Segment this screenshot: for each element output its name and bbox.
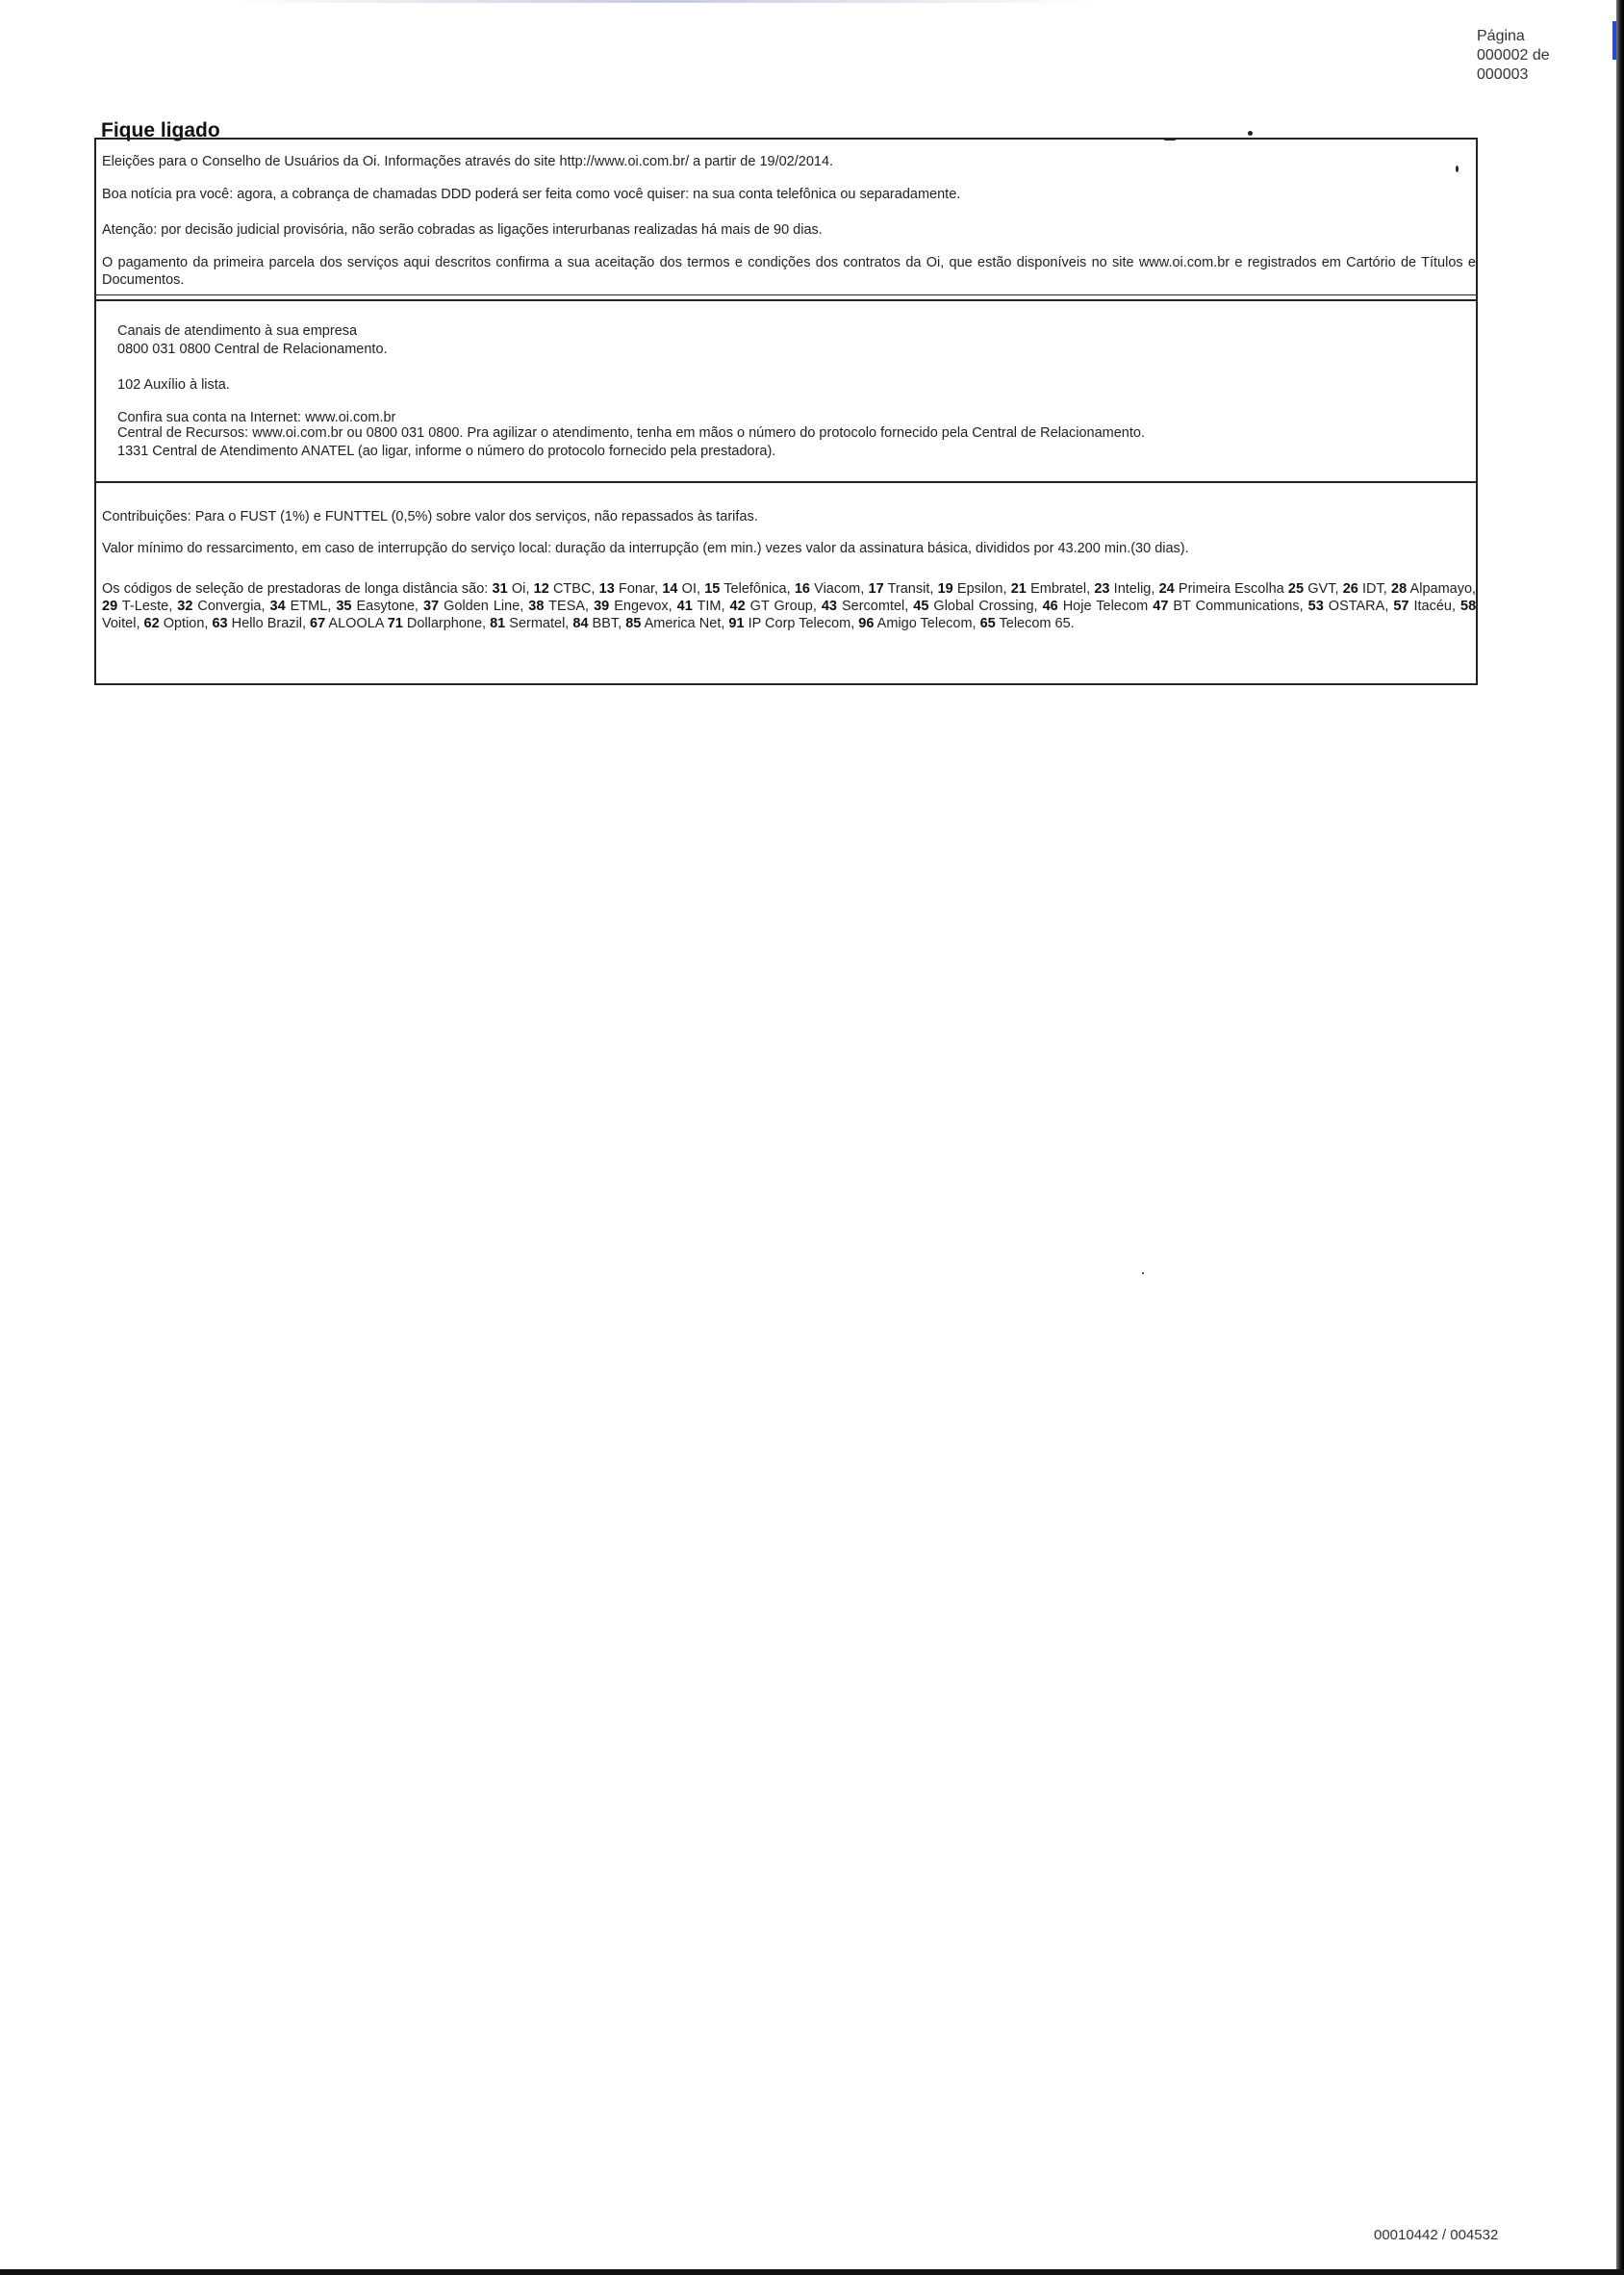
scan-speck xyxy=(1164,139,1176,141)
scan-speck xyxy=(1456,166,1459,172)
carrier-code-item xyxy=(388,616,486,631)
carrier-code-item xyxy=(913,599,1037,614)
carrier-code-number: 63 xyxy=(212,616,228,631)
section-title: Fique ligado xyxy=(101,119,220,141)
carrier-code-item xyxy=(572,616,622,631)
carrier-code-name: Embratel, xyxy=(1026,581,1091,597)
carrier-code-name: ETML, xyxy=(285,599,332,614)
carrier-code-item xyxy=(270,599,332,614)
carrier-code-number: 39 xyxy=(594,599,610,614)
carrier-code-item xyxy=(336,599,419,614)
carrier-code-number: 37 xyxy=(422,599,440,614)
carrier-code-item xyxy=(1288,581,1339,597)
carrier-code-item xyxy=(1343,581,1387,597)
carrier-code-number: 91 xyxy=(728,616,745,631)
carrier-code-item xyxy=(728,616,854,631)
carrier-code-number: 35 xyxy=(336,599,352,614)
carrier-code-item xyxy=(1391,581,1476,597)
carrier-code-name: Alpamayo, xyxy=(1407,581,1477,597)
carrier-code-name: T-Leste, xyxy=(117,599,173,614)
carrier-code-number: 62 xyxy=(143,616,160,631)
page-label: Página xyxy=(1477,28,1525,44)
carrier-code-number: 47 xyxy=(1153,599,1169,614)
carrier-code-number: 43 xyxy=(821,599,837,614)
carrier-code-item xyxy=(625,616,724,631)
carrier-code-number: 31 xyxy=(492,581,508,597)
carrier-code-item xyxy=(730,599,817,614)
carrier-code-name: GVT, xyxy=(1304,581,1339,597)
carrier-code-name: Engevox, xyxy=(609,599,672,614)
carrier-code-name: BBT, xyxy=(588,616,622,631)
carrier-code-number: 23 xyxy=(1094,581,1110,597)
carrier-code-number: 16 xyxy=(794,581,810,597)
channels-heading: Canais de atendimento à sua empresa xyxy=(117,323,358,339)
carrier-code-item xyxy=(102,599,172,614)
carrier-code-name: CTBC, xyxy=(548,581,596,597)
carrier-code-number: 24 xyxy=(1158,581,1175,597)
carrier-code-item xyxy=(144,616,209,631)
carrier-code-name: Transit, xyxy=(883,581,934,597)
carrier-code-number: 58 xyxy=(1460,599,1477,614)
carrier-code-name: Telefônica, xyxy=(720,581,791,597)
carrier-code-item xyxy=(1159,581,1284,597)
carrier-code-number: 41 xyxy=(676,599,693,614)
blue-margin-mark xyxy=(1612,21,1616,60)
notice-judicial: Atenção: por decisão judicial provisória, não serão cobradas as ligações interurbanas realizadas há mais de 90 dias. xyxy=(102,222,823,238)
carrier-code-name: Global Crossing, xyxy=(928,599,1038,614)
carrier-code-name: TIM, xyxy=(692,599,725,614)
carrier-code-item xyxy=(212,616,306,631)
carrier-code-name: Voitel, xyxy=(102,616,140,631)
carrier-code-name: BT Communications, xyxy=(1168,599,1304,614)
carrier-code-number: 65 xyxy=(979,616,996,631)
carrier-code-number: 29 xyxy=(102,599,118,614)
carrier-code-item xyxy=(858,616,976,631)
carrier-code-name: Epsilon, xyxy=(952,581,1007,597)
notice-ddd-billing: Boa notícia pra você: agora, a cobrança de chamadas DDD poderá ser feita como você quiser: na sua conta telefônica ou separadamente. xyxy=(102,187,961,202)
channel-internet: Confira sua conta na Internet: www.oi.com.br xyxy=(117,410,396,425)
carrier-code-number: 25 xyxy=(1287,581,1305,597)
carrier-code-name: Hoje Telecom xyxy=(1057,599,1149,614)
carrier-code-number: 85 xyxy=(625,616,642,631)
scan-right-edge xyxy=(1616,0,1624,2275)
carrier-code-number: 28 xyxy=(1391,581,1408,597)
carrier-code-name: Sercomtel, xyxy=(837,599,909,614)
carrier-code-item xyxy=(1011,581,1090,597)
carrier-code-item xyxy=(677,599,725,614)
channel-central-relacionamento: 0800 031 0800 Central de Relacionamento. xyxy=(117,342,388,357)
carrier-code-name: Hello Brazil, xyxy=(227,616,307,631)
carrier-code-number: 19 xyxy=(937,581,953,597)
carrier-code-number: 67 xyxy=(310,616,326,631)
carrier-code-item xyxy=(490,616,569,631)
carrier-code-item xyxy=(980,616,1075,631)
carrier-code-number: 32 xyxy=(177,599,193,614)
carrier-code-number: 38 xyxy=(528,599,545,614)
carrier-codes xyxy=(102,580,1476,632)
carrier-code-name: GT Group, xyxy=(745,599,817,614)
carrier-code-name: IDT, xyxy=(1358,581,1387,597)
notice-contract-terms: O pagamento da primeira parcela dos serviços aqui descritos confirma a sua aceitação dos termos e condições dos contratos da Oi, que estão disponíveis no site www.oi.com.br e registrados em Cartório de Títulos e Documentos. xyxy=(102,255,1476,288)
carrier-code-number: 21 xyxy=(1010,581,1027,597)
carrier-code-item xyxy=(869,581,934,597)
carrier-codes-intro: Os códigos de seleção de prestadoras de longa distância são: xyxy=(102,581,489,597)
carrier-code-item xyxy=(534,581,596,597)
carrier-code-number: 81 xyxy=(490,616,506,631)
carrier-code-name: Itacéu, xyxy=(1408,599,1457,614)
carrier-code-name: OI, xyxy=(677,581,701,597)
channel-anatel: 1331 Central de Atendimento ANATEL (ao ligar, informe o número do protocolo fornecido pela prestadora). xyxy=(117,444,776,459)
carrier-code-item xyxy=(662,581,700,597)
carrier-code-item xyxy=(493,581,530,597)
carrier-code-number: 96 xyxy=(858,616,875,631)
carrier-code-item xyxy=(177,599,265,614)
carrier-code-name: Amigo Telecom, xyxy=(874,616,977,631)
carrier-code-item xyxy=(795,581,864,597)
carrier-code-item xyxy=(938,581,1007,597)
carrier-code-name: ALOOLA xyxy=(325,616,384,631)
carrier-code-name: Option, xyxy=(159,616,209,631)
carrier-code-name: Convergia, xyxy=(192,599,266,614)
carrier-code-number: 84 xyxy=(572,616,589,631)
page-total: 000003 xyxy=(1477,66,1529,83)
carrier-code-number: 14 xyxy=(662,581,678,597)
carrier-code-name: Golden Line, xyxy=(439,599,524,614)
carrier-code-name: Intelig, xyxy=(1109,581,1155,597)
page-number xyxy=(1477,27,1550,85)
carrier-code-number: 26 xyxy=(1342,581,1358,597)
carrier-code-item xyxy=(1094,581,1155,597)
carrier-code-name: TESA, xyxy=(544,599,590,614)
carrier-code-name: Sermatel, xyxy=(505,616,570,631)
scan-bottom-edge xyxy=(0,2269,1624,2275)
carrier-code-number: 12 xyxy=(533,581,549,597)
carrier-code-number: 57 xyxy=(1393,599,1409,614)
carrier-code-item xyxy=(599,581,658,597)
carrier-code-number: 15 xyxy=(704,581,721,597)
carrier-code-name: Viacom, xyxy=(809,581,865,597)
carrier-code-number: 53 xyxy=(1307,599,1324,614)
document-code: 00010442 / 004532 xyxy=(1374,2227,1499,2243)
channel-auxilio-lista: 102 Auxílio à lista. xyxy=(117,377,230,393)
carrier-code-number: 34 xyxy=(269,599,286,614)
carrier-code-number: 17 xyxy=(868,581,884,597)
carrier-code-number: 45 xyxy=(913,599,929,614)
carrier-code-name: Easytone, xyxy=(351,599,419,614)
carrier-code-name: Dollarphone, xyxy=(402,616,487,631)
contributions-text: Contribuições: Para o FUST (1%) e FUNTTEL (0,5%) sobre valor dos serviços, não repassados às tarifas. xyxy=(102,509,758,524)
carrier-code-item xyxy=(594,599,672,614)
carrier-code-item xyxy=(822,599,908,614)
carrier-code-name: Fonar, xyxy=(614,581,659,597)
carrier-code-item xyxy=(704,581,790,597)
carrier-code-number: 71 xyxy=(387,616,403,631)
channel-central-recursos: Central de Recursos: www.oi.com.br ou 0800 031 0800. Pra agilizar o atendimento, tenha em mãos o número do protocolo fornecido pela Central de Relacionamento. xyxy=(117,425,1145,441)
carrier-code-item xyxy=(1393,599,1456,614)
scan-speck xyxy=(1142,1272,1144,1274)
carrier-code-name: America Net, xyxy=(641,616,725,631)
carrier-code-name: Telecom 65. xyxy=(995,616,1075,631)
carrier-code-name: Primeira Escolha xyxy=(1174,581,1284,597)
carrier-code-number: 42 xyxy=(729,599,746,614)
carrier-code-item xyxy=(1153,599,1303,614)
scan-speck xyxy=(1248,131,1253,136)
carrier-code-item xyxy=(528,599,589,614)
carrier-code-number: 46 xyxy=(1042,599,1058,614)
scan-top-shadow xyxy=(231,0,1097,3)
carrier-code-name: OSTARA, xyxy=(1323,599,1389,614)
carrier-code-item xyxy=(423,599,523,614)
carrier-code-item xyxy=(310,616,384,631)
page-current: 000002 de xyxy=(1477,47,1550,64)
minimum-refund-text: Valor mínimo do ressarcimento, em caso de interrupção do serviço local: duração da interrupção (em min.) vezes valor da assinatura básica, divididos por 43.200 min.(30 dias). xyxy=(102,541,1189,556)
carrier-code-name: IP Corp Telecom, xyxy=(744,616,855,631)
carrier-code-name: Oi, xyxy=(507,581,530,597)
carrier-code-number: 13 xyxy=(598,581,615,597)
carrier-code-item xyxy=(1308,599,1389,614)
notice-elections: Eleições para o Conselho de Usuários da Oi. Informações através do site http://www.oi.com.br/ a partir de 19/02/2014. xyxy=(102,154,834,169)
carrier-code-item xyxy=(1043,599,1149,614)
